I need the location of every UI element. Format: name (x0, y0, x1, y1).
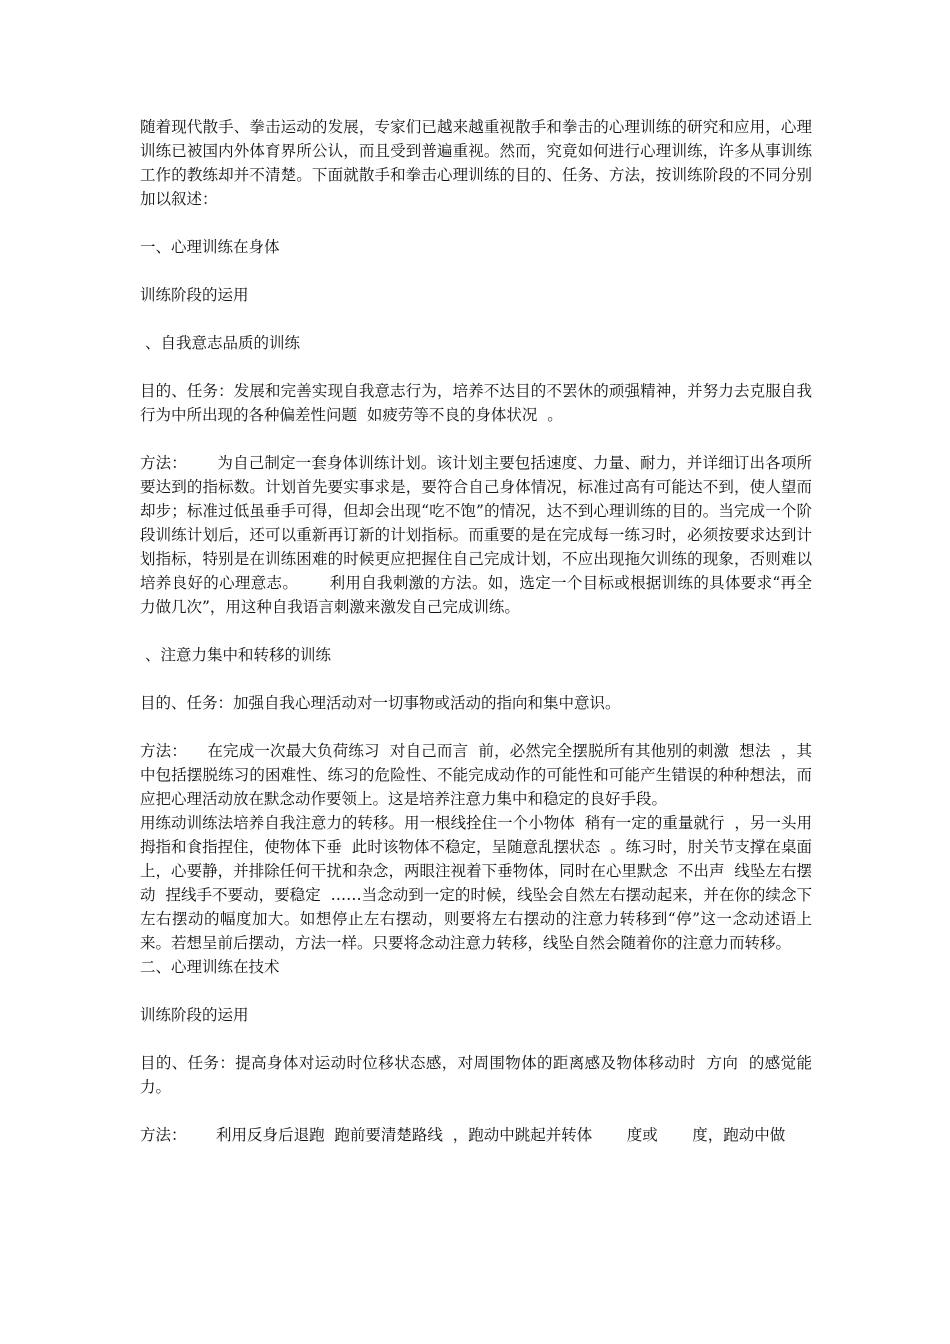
attention-goal-paragraph: 目的、任务：加强自我心理活动对一切事物或活动的指向和集中意识。 (140, 694, 621, 712)
section-heading-2-cont: 训练阶段的运用 (140, 1006, 249, 1024)
document-body (140, 115, 812, 1147)
willpower-goal-paragraph: 目的、任务：发展和完善实现自我意志行为，培养不达目的不罢休的顽强精神，并努力去克服自我行为中所出现的各种偏差性问题 如疲劳等不良的身体状况 。 (140, 382, 812, 424)
attention-method-paragraph: 方法： 在完成一次最大负荷练习 对自己而言 前，必然完全摆脱所有其他别的刺激 想法 ，其中包括摆脱练习的困难性、练习的危险性、不能完成动作的可能性和可能产生错误的种种想法，而应把心理活动放在默念动作要领上。这是培养注意力集中和稳定的良好手段。 (140, 742, 812, 808)
intro-paragraph: 随着现代散手、拳击运动的发展，专家们已越来越重视散手和拳击的心理训练的研究和应用，心理训练已被国内外体育界所公认，而且受到普遍重视。然而，究竟如何进行心理训练，许多从事训练工作的教练却并不清楚。下面就散手和拳击心理训练的目的、任务、方法，按训练阶段的不同分别加以叙述： (140, 118, 812, 208)
subsection-heading-willpower: 、自我意志品质的训练 (140, 334, 300, 352)
attention-transfer-paragraph: 用练动训练法培养自我注意力的转移。用一根线拴住一个小物体 稍有一定的重量就行 ，另一头用拇指和食指捏住，使物体下垂 此时该物体不稳定，呈随意乱摆状态 。练习时，肘关节支撑在桌面上，心要静，并排除任何干扰和杂念，两眼注视着下垂物体，同时在心里默念 不出声 线坠左右摆动 捏线手不要动，要稳定 ……当念动到一定的时候，线坠会自然左右摆动起来，并在你的续念下左右摆动的幅度加大。如想停止左右摆动，则要将左右摆动的注意力转移到“停”这一念动述语上来。若想呈前后摆动，方法一样。只要将念动注意力转移，线坠自然会随着你的注意力而转移。 (140, 814, 812, 952)
technique-method-paragraph: 方法： 利用反身后退跑 跑前要清楚路线 ，跑动中跳起并转体 度或 度，跑动中做 (140, 1126, 786, 1144)
section-heading-2: 二、心理训练在技术 (140, 958, 280, 976)
section-heading-1-cont: 训练阶段的运用 (140, 286, 249, 304)
willpower-method-paragraph: 方法： 为自己制定一套身体训练计划。该计划主要包括速度、力量、耐力，并详细订出各项所要达到的指标数。计划首先要实事求是，要符合自己身体情况，标准过高有可能达不到，使人望而却步；标准过低虽垂手可得，但却会出现“吃不饱”的情况，达不到心理训练的目的。当完成一个阶段训练计划后，还可以重新再订新的计划指标。而重要的是在完成每一练习时，必须按要求达到计划指标，特别是在训练困难的时候更应把握住自己完成计划，不应出现拖欠训练的现象，否则难以培养良好的心理意志。 利用自我刺激的方法。如，选定一个目标或根据训练的具体要求“再全力做几次”，用这种自我语言刺激来激发自己完成训练。 (140, 454, 812, 616)
subsection-heading-attention: 、注意力集中和转移的训练 (140, 646, 331, 664)
technique-goal-paragraph: 目的、任务：提高身体对运动时位移状态感，对周围物体的距离感及物体移动时 方向 的感觉能力。 (140, 1054, 812, 1096)
section-heading-1: 一、心理训练在身体 (140, 238, 280, 256)
